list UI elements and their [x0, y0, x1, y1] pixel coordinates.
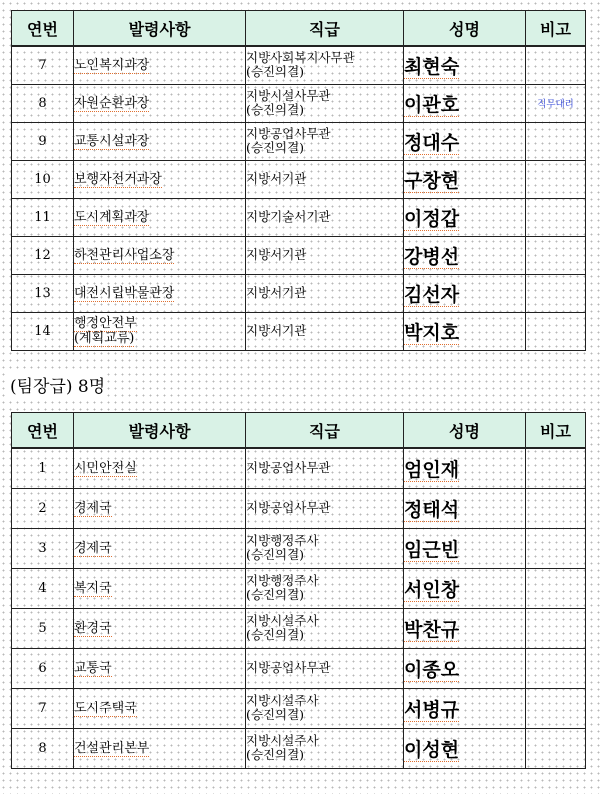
person-name-text: 서인창: [404, 578, 460, 601]
table-row: [12, 84, 586, 122]
note-cell: [526, 160, 586, 198]
note-cell: [526, 448, 586, 488]
note-cell: 직무대리: [526, 84, 586, 122]
appointment-table-1: [11, 10, 586, 351]
person-name: [404, 648, 526, 688]
grade-line: 지방시설주사: [246, 733, 319, 748]
person-name-text: 임근빈: [404, 538, 460, 561]
row-number: 4: [12, 568, 74, 608]
appointment-post-text: 건설관리본부: [74, 740, 150, 756]
note-cell: [526, 568, 586, 608]
person-name-text: 박찬규: [404, 618, 460, 641]
appointment-post-text: 행정안전부: [74, 316, 137, 331]
note-cell: [526, 608, 586, 648]
row-number: 3: [12, 528, 74, 568]
grade-line: 지방공업사무관: [246, 660, 331, 675]
person-name-text: 엄인재: [404, 458, 460, 481]
grade-line: (승진의결): [246, 547, 305, 562]
appointment-post-line: [74, 541, 245, 556]
person-name: [404, 312, 526, 350]
appointment-post-line: [74, 331, 245, 346]
appointment-post-line: [74, 741, 245, 756]
table-row: [12, 528, 586, 568]
note-cell: [526, 236, 586, 274]
row-number: 1: [12, 448, 74, 488]
appointment-post-line: [74, 661, 245, 676]
appointment-post-line: [74, 134, 245, 149]
person-name: [404, 160, 526, 198]
note-cell: [526, 198, 586, 236]
appointment-post-text: 교통국: [74, 660, 112, 676]
appointment-post-line: [74, 501, 245, 516]
grade-line: 지방사회복지사무관: [246, 50, 355, 66]
appointment-post-line: [74, 210, 245, 225]
appointment-post-text: 대전시립박물관장: [74, 285, 175, 301]
person-name: [404, 488, 526, 528]
header-name: 성명: [404, 11, 526, 47]
appointment-post: [74, 84, 246, 122]
grade-cell: [246, 198, 404, 236]
appointment-post-text: 보행자전거과장: [74, 171, 162, 187]
grade-line: 지방시설사무관: [246, 88, 331, 103]
person-name-text: 박지호: [404, 321, 460, 344]
table-row: [12, 568, 586, 608]
table-header-row: [12, 413, 586, 449]
grade-cell: [246, 648, 404, 688]
person-name-text: 김선자: [404, 283, 460, 306]
appointment-post-text: 시민안전실: [74, 460, 137, 476]
note-cell: [526, 648, 586, 688]
grade-line: 지방서기관: [246, 247, 307, 262]
appointment-post-text: 노인복지과장: [74, 57, 150, 73]
header-no: 연번: [12, 11, 74, 47]
grade-cell: [246, 528, 404, 568]
appointment-post: [74, 488, 246, 528]
appointment-post: [74, 568, 246, 608]
person-name: [404, 608, 526, 648]
note-cell: [526, 528, 586, 568]
table-row: [12, 688, 586, 728]
person-name-text: 최현숙: [404, 55, 460, 78]
appointment-post: [74, 46, 246, 84]
grade-line: 지방공업사무관: [246, 460, 331, 476]
table-row: [12, 198, 586, 236]
person-name-text: 강병선: [404, 245, 460, 268]
table-row: [12, 448, 586, 488]
row-number: 14: [12, 312, 74, 350]
row-number: 5: [12, 608, 74, 648]
grade-cell: [246, 608, 404, 648]
row-number: 7: [12, 688, 74, 728]
appointment-post: [74, 528, 246, 568]
person-name-text: 이관호: [404, 93, 460, 116]
appointment-post-line: [74, 248, 245, 263]
grade-line: (승진의결): [246, 707, 305, 722]
person-name: [404, 46, 526, 84]
person-name-text: 이종오: [404, 658, 460, 681]
table-row: [12, 608, 586, 648]
row-number: 2: [12, 488, 74, 528]
appointment-post-line: [74, 316, 245, 331]
note-cell: [526, 274, 586, 312]
grade-cell: [246, 448, 404, 488]
appointment-post-line: [74, 701, 245, 716]
table-row: [12, 122, 586, 160]
person-name: [404, 274, 526, 312]
header-no: 연번: [12, 413, 74, 449]
table-row: [12, 488, 586, 528]
grade-line: 지방서기관: [246, 285, 307, 300]
grade-line: (승진의결): [246, 627, 305, 642]
grade-line: 지방행정주사: [246, 573, 319, 588]
person-name-text: 서병규: [404, 698, 460, 721]
appointment-post-text: 도시계획과장: [74, 209, 150, 225]
table-row: [12, 648, 586, 688]
grade-line: 지방서기관: [246, 171, 307, 186]
appointment-post-line: [74, 581, 245, 596]
table-row: [12, 274, 586, 312]
table-row: [12, 312, 586, 350]
appointment-post-text: 도시주택국: [74, 700, 137, 716]
row-number: 7: [12, 46, 74, 84]
appointment-post-text: 복지국: [74, 580, 112, 596]
grade-cell: [246, 728, 404, 768]
table-row: [12, 728, 586, 768]
appointment-post-line: [74, 286, 245, 301]
row-number: 6: [12, 648, 74, 688]
row-number: 9: [12, 122, 74, 160]
appointment-post-line: [74, 96, 245, 111]
appointment-post-text: 경제국: [74, 540, 112, 556]
appointment-post-line: [74, 58, 245, 73]
header-note: 비고: [526, 11, 586, 47]
person-name: [404, 728, 526, 768]
appointment-post: [74, 274, 246, 312]
appointment-post-text: 환경국: [74, 620, 112, 636]
person-name: [404, 568, 526, 608]
appointment-post: [74, 728, 246, 768]
person-name-text: 이정갑: [404, 207, 460, 230]
grade-line: 지방기술서기관: [246, 209, 331, 224]
grade-cell: [246, 236, 404, 274]
appointment-post: [74, 236, 246, 274]
header-grade: 직급: [246, 413, 404, 449]
appointment-table-2: [11, 412, 586, 769]
person-name: [404, 448, 526, 488]
row-number: 8: [12, 84, 74, 122]
grade-cell: [246, 274, 404, 312]
grade-line: 지방시설주사: [246, 693, 319, 708]
grade-line: 지방공업사무관: [246, 126, 331, 141]
grade-line: 지방행정주사: [246, 533, 319, 548]
grade-line: 지방시설주사: [246, 613, 319, 628]
appointment-post: [74, 312, 246, 350]
grade-line: (승진의결): [246, 747, 305, 762]
grade-cell: [246, 488, 404, 528]
appointment-post: [74, 688, 246, 728]
person-name: [404, 236, 526, 274]
grade-cell: [246, 160, 404, 198]
grade-line: (승진의결): [246, 140, 305, 155]
person-name: [404, 84, 526, 122]
appointment-post: [74, 448, 246, 488]
grade-line: (승진의결): [246, 102, 305, 117]
appointment-post-text: (계획교류): [74, 331, 135, 346]
row-number: 12: [12, 236, 74, 274]
table-row: [12, 236, 586, 274]
grade-line: (승진의결): [246, 587, 305, 602]
note-cell: [526, 488, 586, 528]
header-order: 발령사항: [74, 11, 246, 47]
note-cell: [526, 728, 586, 768]
appointment-post-text: 경제국: [74, 500, 112, 516]
appointment-post: [74, 198, 246, 236]
row-number: 8: [12, 728, 74, 768]
appointment-post: [74, 160, 246, 198]
grade-cell: [246, 568, 404, 608]
header-name: 성명: [404, 413, 526, 449]
row-number: 10: [12, 160, 74, 198]
row-number: 13: [12, 274, 74, 312]
person-name-text: 이성현: [404, 738, 460, 761]
person-name-text: 구창현: [404, 169, 460, 192]
note-cell: [526, 688, 586, 728]
note-cell: [526, 122, 586, 160]
appointment-post: [74, 608, 246, 648]
note-cell: [526, 312, 586, 350]
grade-line: 지방공업사무관: [246, 500, 331, 515]
appointment-post-text: 교통시설과장: [74, 133, 150, 149]
person-name-text: 정대수: [404, 131, 460, 154]
header-grade: 직급: [246, 11, 404, 47]
grade-cell: [246, 312, 404, 350]
table-row: [12, 46, 586, 84]
appointment-post: [74, 648, 246, 688]
appointment-post-line: [74, 172, 245, 187]
person-name-text: 정태석: [404, 498, 460, 521]
appointment-post-text: 하천관리사업소장: [74, 247, 175, 263]
grade-cell: [246, 46, 404, 84]
person-name: [404, 122, 526, 160]
person-name: [404, 688, 526, 728]
table-header-row: [12, 11, 586, 47]
note-cell: [526, 46, 586, 84]
grade-line: 지방서기관: [246, 323, 307, 338]
grade-cell: [246, 688, 404, 728]
header-order: 발령사항: [74, 413, 246, 449]
person-name: [404, 198, 526, 236]
appointment-post: [74, 122, 246, 160]
appointment-post-line: [74, 621, 245, 636]
person-name: [404, 528, 526, 568]
appointment-post-line: [74, 461, 245, 476]
appointment-post-text: 자원순환과장: [74, 95, 150, 111]
grade-cell: [246, 84, 404, 122]
header-note: 비고: [526, 413, 586, 449]
section-title-team-leaders: (팀장급) 8명: [8, 372, 107, 397]
grade-cell: [246, 122, 404, 160]
table-row: [12, 160, 586, 198]
row-number: 11: [12, 198, 74, 236]
grade-line: (승진의결): [246, 64, 305, 80]
